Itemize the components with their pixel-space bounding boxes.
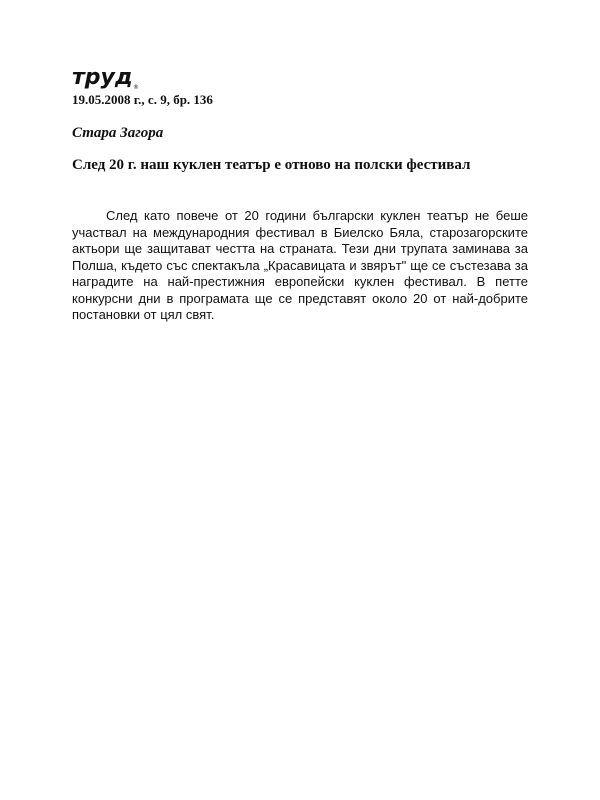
document-page [72, 64, 528, 324]
article-headline: След 20 г. наш куклен театър е отново на полски фестивал [72, 157, 471, 173]
svg-text:труд: труд [72, 65, 133, 90]
newspaper-logo [72, 64, 140, 92]
publication-date-line: 19.05.2008 г., с. 9, бр. 136 [72, 92, 213, 107]
article-body: След като повече от 20 години български куклен театър не беше участвал на международния фестивал в Биелско Бяла, старозагорските актьори ще защитават честта на страната. Тези дни трупата заминава за Полша, където със спектакъла „Красавицата и звярът" ще се състезава за наградите на най-престижния европейски куклен фестивал. В петте конкурсни дни в програмата ще се представят около 20 от най-добрите постановки от цял свят. [72, 208, 528, 322]
svg-text:®: ® [133, 84, 139, 91]
section-location: Стара Загора [72, 125, 164, 141]
